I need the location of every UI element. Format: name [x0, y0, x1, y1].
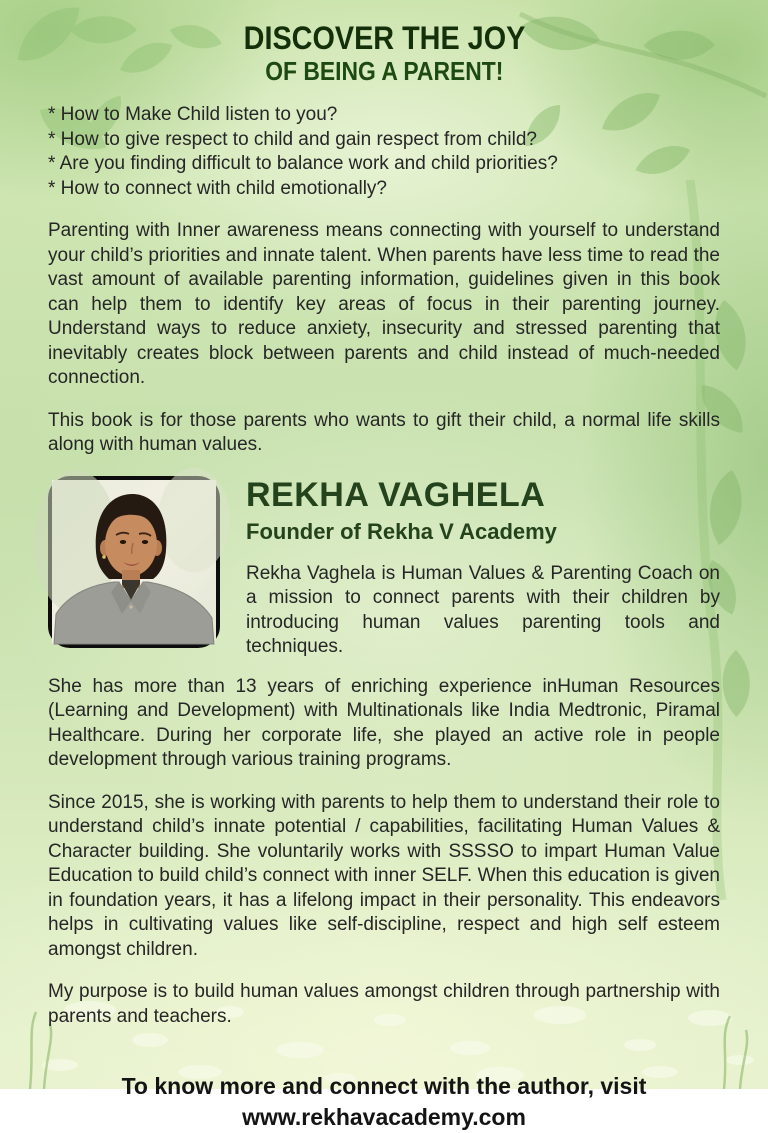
footer-cta-text: To know more and connect with the author, visit — [121, 1073, 647, 1099]
author-role: Founder of Rekha V Academy — [246, 518, 557, 544]
question-item: * How to give respect to child and gain respect from child? — [48, 128, 537, 150]
question-list — [48, 103, 720, 201]
book-title-line2 — [48, 56, 720, 86]
author-section — [48, 476, 720, 660]
question-item: * How to connect with child emotionally? — [48, 177, 388, 199]
intro-paragraph: Parenting with Inner awareness means connecting with yourself to understand your child’s priorities and innate talent. When parents have less time to read the vast amount of available parenting information, guidelines given in this book can help them to identify key areas of focus in their parenting journey. Understand ways to reduce anxiety, insecurity and stressed parenting that inevitably creates block between parents and child instead of much-needed connection. — [48, 220, 720, 388]
book-title-line1 — [48, 20, 720, 56]
author-info — [246, 476, 720, 660]
footer-cta — [48, 1071, 720, 1133]
mission-paragraph: Since 2015, she is working with parents to help them to understand their role to understand child’s innate potential / capabilities, facilitating Human Values & Character building. She voluntarily works with SSSSO to impart Human Value Education to build child’s connect with inner SELF. When this education is given in foundation years, it has a lifelong impact in their personality. This endeavors helps in cultivating values like self-discipline, respect and high self esteem amongst children. — [48, 791, 720, 960]
author-portrait-illustration — [52, 480, 216, 644]
title-block — [48, 20, 720, 86]
author-name: REKHA VAGHELA — [246, 475, 546, 514]
book-title-line2-text: OF BEING A PARENT! — [264, 56, 504, 86]
website-url: www.rekhavacademy.com — [242, 1104, 526, 1130]
purpose-paragraph: My purpose is to build human values amongst children through partnership with parents and teachers. — [48, 981, 720, 1027]
author-bio: Rekha Vaghela is Human Values & Parenting Coach on a mission to connect parents with their children by introducing human values parenting tools and techniques. — [246, 562, 720, 657]
author-photo — [48, 476, 220, 648]
experience-paragraph: She has more than 13 years of enriching experience inHuman Resources (Learning and Development) with Multinationals like India Medtronic, Piramal Healthcare. During her corporate life, she played an active role in people development through various training programs. — [48, 675, 720, 770]
question-item: * Are you finding difficult to balance work and child priorities? — [48, 153, 558, 174]
question-item: * How to Make Child listen to you? — [48, 104, 338, 125]
book-audience-paragraph: This book is for those parents who wants to gift their child, a normal life skills along with human values. — [48, 409, 720, 455]
book-title-line1-text: DISCOVER THE JOY — [243, 20, 525, 56]
